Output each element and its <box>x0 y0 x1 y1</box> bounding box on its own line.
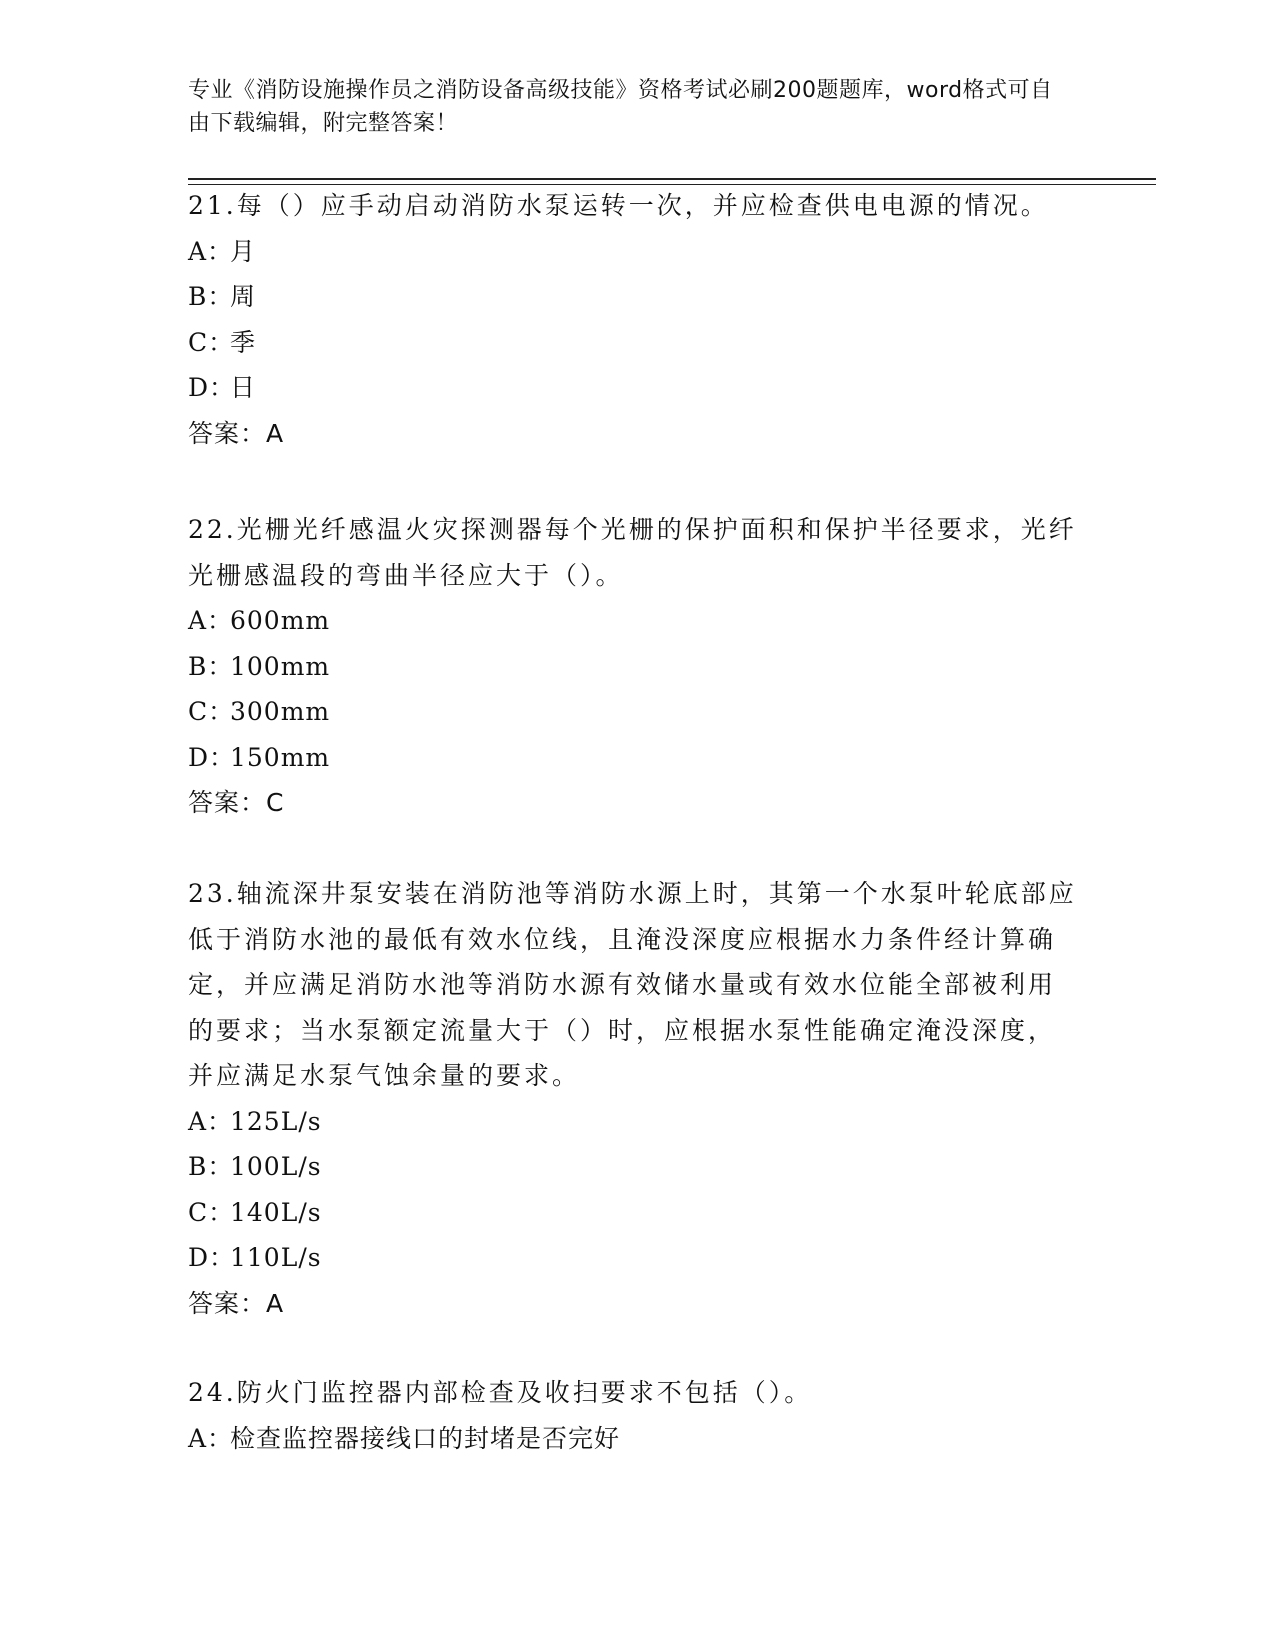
option-b <box>188 1144 1078 1190</box>
question-23 <box>188 871 1078 1326</box>
option-a <box>188 1416 1078 1462</box>
option-letter: D： <box>188 373 236 402</box>
option-letter: B： <box>188 282 234 311</box>
option-a <box>188 229 1078 275</box>
option-b <box>188 644 1078 690</box>
option-d <box>188 735 1078 781</box>
option-a <box>188 1099 1078 1145</box>
option-text: 100mm <box>230 651 331 681</box>
option-c <box>188 320 1078 366</box>
option-text: 日 <box>230 373 257 402</box>
option-letter: A： <box>188 606 234 635</box>
question-22 <box>188 507 1078 826</box>
option-text: 月 <box>230 236 257 266</box>
option-a <box>188 598 1078 644</box>
question-stem: 23.轴流深井泵安装在消防池等消防水源上时，其第一个水泵叶轮底部应低于消防水池的最低有效水位线，且淹没深度应根据水力条件经计算确定，并应满足消防水池等消防水源有效储水量或有效水位能全部被利用的要求；当水泵额定流量大于（）时，应根据水泵性能确定淹没深度，并应满足水泵气蚀余量的要求。 <box>188 879 1077 1090</box>
option-letter: A： <box>188 1106 234 1136</box>
document-header: 专业《消防设施操作员之消防设备高级技能》资格考试必刷200题题库，word格式可自由下载编辑，附完整答案！ <box>188 78 1053 136</box>
option-letter: A： <box>188 236 234 266</box>
question-stem: 21.每（）应手动启动消防水泵运转一次，并应检查供电电源的情况。 <box>188 191 1049 220</box>
option-text: 150mm <box>230 742 331 772</box>
option-letter: D： <box>188 742 236 772</box>
option-text: 检查监控器接线口的封堵是否完好 <box>230 1423 621 1453</box>
option-b <box>188 274 1078 320</box>
answer-line: 答案：C <box>188 788 285 817</box>
option-letter: B： <box>188 1152 234 1181</box>
answer-line: 答案：A <box>188 418 285 448</box>
answer-line: 答案：A <box>188 1288 285 1318</box>
option-text: 125L/s <box>230 1106 322 1136</box>
option-c <box>188 689 1078 735</box>
header-rule-thick <box>188 178 1156 180</box>
option-text: 100L/s <box>230 1152 322 1181</box>
option-text: 季 <box>230 327 257 357</box>
option-c <box>188 1190 1078 1236</box>
option-text: 600mm <box>230 606 331 635</box>
question-21 <box>188 183 1078 456</box>
option-text: 300mm <box>230 697 331 726</box>
question-24 <box>188 1370 1078 1461</box>
option-d <box>188 1235 1078 1281</box>
option-letter: A： <box>188 1423 234 1453</box>
option-d <box>188 365 1078 411</box>
option-letter: C： <box>188 697 235 726</box>
option-text: 110L/s <box>230 1243 322 1272</box>
question-stem: 22.光栅光纤感温火灾探测器每个光栅的保护面积和保护半径要求，光纤光栅感温段的弯曲半径应大于（）。 <box>188 515 1077 590</box>
question-stem: 24.防火门监控器内部检查及收扫要求不包括（）。 <box>188 1378 813 1407</box>
option-letter: C： <box>188 1197 235 1227</box>
option-letter: B： <box>188 651 234 681</box>
option-letter: C： <box>188 327 235 357</box>
option-letter: D： <box>188 1243 236 1272</box>
option-text: 140L/s <box>230 1197 322 1227</box>
option-text: 周 <box>230 282 257 311</box>
